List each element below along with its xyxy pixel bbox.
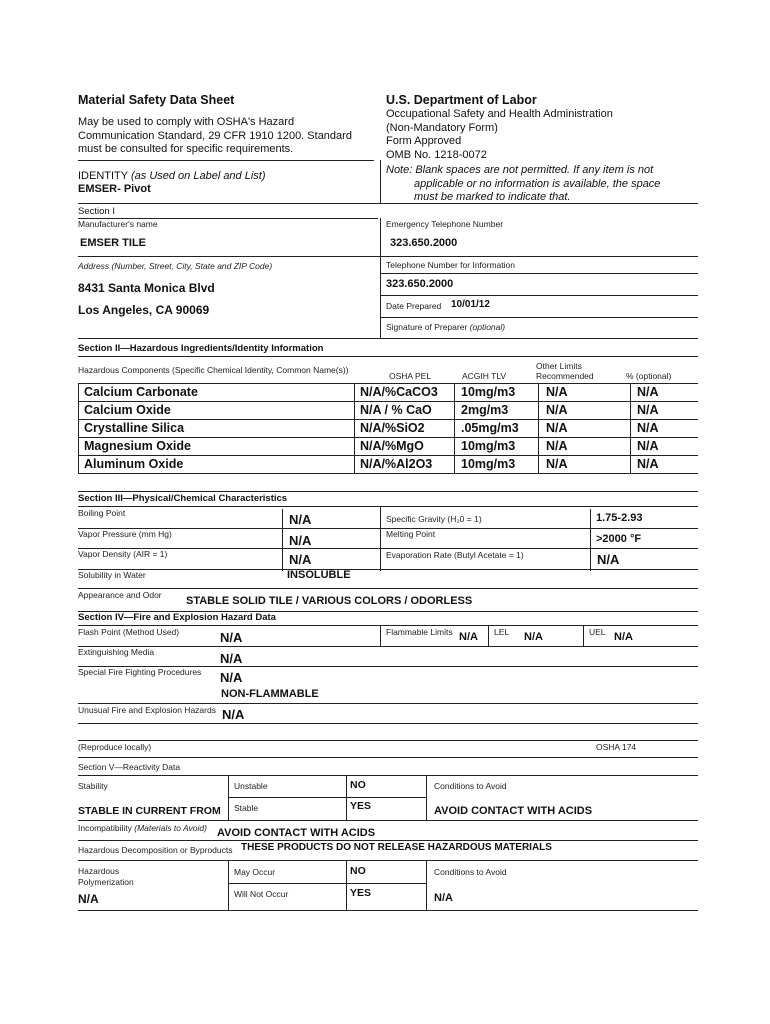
info-phone-value[interactable]: 323.650.2000 — [386, 278, 454, 290]
form-description — [78, 116, 352, 157]
info-phone-label: Telephone Number for Information — [386, 260, 515, 270]
col-recommended: Recommended — [536, 371, 594, 381]
ingredient-acgih[interactable]: 2mg/m3 — [461, 403, 509, 417]
section-3-title: Section III—Physical/Chemical Characteristics — [78, 493, 288, 504]
specific-gravity-value[interactable]: 1.75-2.93 — [596, 512, 643, 524]
appearance-label: Appearance and Odor — [78, 590, 162, 600]
ingredient-other[interactable]: N/A — [546, 439, 568, 453]
desc-line: must be consulted for specific requirements. — [78, 143, 294, 155]
vapor-density-value[interactable]: N/A — [289, 552, 312, 567]
flash-point-label: Flash Point (Method Used) — [78, 627, 180, 637]
desc-line: Communication Standard, 29 CFR 1910 1200. Standard — [78, 129, 352, 142]
identity-label-text: IDENTITY — [78, 170, 128, 182]
agency-line: Form Approved — [386, 135, 462, 147]
conditions-to-avoid-value[interactable]: AVOID CONTACT WITH ACIDS — [434, 805, 593, 817]
ingredient-name[interactable]: Calcium Carbonate — [84, 385, 198, 399]
ingredient-osha[interactable]: N/A/%MgO — [360, 439, 424, 453]
polymerization-label — [78, 866, 134, 888]
melting-point-label: Melting Point — [386, 529, 436, 539]
agency-line: OMB No. 1218-0072 — [386, 148, 487, 161]
polymerization-label-line: Hazardous — [78, 866, 120, 876]
manufacturer-label: Manufacturer's name — [78, 219, 158, 229]
address-line-2[interactable]: Los Angeles, CA 90069 — [78, 303, 210, 317]
will-not-occur-label: Will Not Occur — [234, 889, 289, 899]
date-prepared-value[interactable]: 10/01/12 — [451, 299, 490, 310]
ingredient-other[interactable]: N/A — [546, 421, 568, 435]
components-label: Hazardous Components (Specific Chemical Identity, Common Name(s)) — [78, 365, 349, 375]
vapor-pressure-label: Vapor Pressure (mm Hg) — [78, 529, 172, 539]
ingredient-pct[interactable]: N/A — [637, 403, 659, 417]
incompatibility-hint: (Materials to Avoid) — [134, 823, 207, 833]
address-label: Address (Number, Street, City, State and ZIP Code) — [78, 261, 273, 271]
section-1-title: Section I — [78, 206, 115, 217]
extinguishing-media-value[interactable]: N/A — [220, 651, 243, 666]
stability-label: Stability — [78, 781, 108, 791]
special-procedures-label: Special Fire Fighting Procedures — [78, 667, 202, 677]
form-number: OSHA 174 — [596, 742, 637, 752]
will-not-occur-value[interactable]: YES — [350, 887, 372, 899]
identity-hint: (as Used on Label and List) — [130, 170, 266, 182]
ingredient-pct[interactable]: N/A — [637, 421, 659, 435]
ingredient-pct[interactable]: N/A — [637, 385, 659, 399]
form-title: Material Safety Data Sheet — [78, 93, 235, 107]
stability-value[interactable]: STABLE IN CURRENT FROM — [78, 805, 221, 817]
ingredient-acgih[interactable]: 10mg/m3 — [461, 457, 516, 471]
agency-line: (Non-Mandatory Form) — [386, 121, 498, 134]
extinguishing-media-label: Extinguishing Media — [78, 647, 155, 657]
col-osha-pel: OSHA PEL — [389, 371, 432, 381]
incompatibility-label — [78, 823, 207, 833]
identity-value[interactable]: EMSER- Pivot — [78, 183, 151, 195]
emergency-phone-label: Emergency Telephone Number — [386, 219, 504, 229]
decomposition-value[interactable]: THESE PRODUCTS DO NOT RELEASE HAZARDOUS MATERIALS — [241, 842, 552, 853]
ingredient-name[interactable]: Crystalline Silica — [84, 421, 185, 435]
emergency-phone-value[interactable]: 323.650.2000 — [390, 237, 458, 249]
decomposition-label: Hazardous Decomposition or Byproducts — [78, 845, 233, 855]
ingredient-name[interactable]: Magnesium Oxide — [84, 439, 191, 453]
manufacturer-value[interactable]: EMSER TILE — [80, 237, 147, 249]
lel-value[interactable]: N/A — [524, 631, 543, 643]
boiling-point-value[interactable]: N/A — [289, 512, 312, 527]
note-line: must be marked to indicate that. — [414, 191, 571, 203]
agency-line: Occupational Safety and Health Administration — [386, 108, 613, 120]
vapor-pressure-value[interactable]: N/A — [289, 533, 312, 548]
melting-point-value[interactable]: >2000 °F — [596, 533, 642, 545]
section-5-title: Section V—Reactivity Data — [78, 762, 181, 772]
uel-label: UEL — [589, 627, 606, 637]
ingredient-name[interactable]: Calcium Oxide — [84, 403, 171, 417]
ingredient-other[interactable]: N/A — [546, 403, 568, 417]
desc-line: May be used to comply with OSHA's Hazard — [78, 116, 295, 128]
col-other-limits: Other Limits — [536, 361, 582, 371]
unusual-hazards-label: Unusual Fire and Explosion Hazards — [78, 705, 216, 715]
col-percent: % (optional) — [626, 371, 672, 381]
unusual-hazards-value[interactable]: N/A — [222, 707, 245, 722]
ingredient-acgih[interactable]: 10mg/m3 — [461, 439, 516, 453]
incompatibility-value[interactable]: AVOID CONTACT WITH ACIDS — [217, 827, 376, 839]
ingredient-osha[interactable]: N/A/%SiO2 — [360, 421, 425, 435]
signature-label — [386, 322, 505, 332]
vapor-density-label: Vapor Density (AIR = 1) — [78, 549, 168, 559]
ingredient-osha[interactable]: N/A/%CaCO3 — [360, 385, 438, 399]
ingredient-osha[interactable]: N/A / % CaO — [360, 403, 432, 417]
evaporation-rate-label: Evaporation Rate (Butyl Acetate = 1) — [386, 550, 524, 560]
uel-value[interactable]: N/A — [614, 631, 633, 643]
stable-label: Stable — [234, 803, 259, 813]
signature-label-text: Signature of Preparer — [386, 322, 468, 332]
incompatibility-label-text: Incompatibility — [78, 823, 132, 833]
poly-conditions-label: Conditions to Avoid — [434, 867, 507, 877]
note-line: applicable or no information is available, the space — [414, 177, 661, 190]
lel-label: LEL — [494, 627, 510, 637]
specific-gravity-label: Specific Gravity (H₂0 = 1) — [386, 514, 482, 524]
polymerization-label-line: Polymerization — [78, 877, 134, 887]
may-occur-value[interactable]: NO — [350, 865, 366, 877]
evaporation-rate-value[interactable]: N/A — [597, 552, 620, 567]
appearance-value[interactable]: STABLE SOLID TILE / VARIOUS COLORS / ODORLESS — [186, 595, 473, 607]
special-procedures-value[interactable]: N/A — [220, 670, 243, 685]
flammable-limits-label: Flammable Limits — [386, 627, 453, 637]
ingredient-pct[interactable]: N/A — [637, 457, 659, 471]
col-acgih-tlv: ACGIH TLV — [462, 371, 507, 381]
special-procedures-note[interactable]: NON-FLAMMABLE — [221, 688, 319, 700]
unstable-value[interactable]: NO — [350, 779, 366, 791]
ingredient-acgih[interactable]: .05mg/m3 — [461, 421, 519, 435]
unstable-label: Unstable — [234, 781, 268, 791]
ingredient-other[interactable]: N/A — [546, 457, 568, 471]
identity-label — [78, 170, 266, 184]
ingredient-acgih[interactable]: 10mg/m3 — [461, 385, 516, 399]
ingredient-name[interactable]: Aluminum Oxide — [84, 457, 184, 471]
signature-hint: (optional) — [469, 322, 506, 332]
blank-space-note — [386, 164, 660, 205]
ingredient-other[interactable]: N/A — [546, 385, 568, 399]
note-line: Note: Blank spaces are not permitted. If any item is not — [386, 164, 654, 176]
ingredient-pct[interactable]: N/A — [637, 439, 659, 453]
solubility-value[interactable]: INSOLUBLE — [287, 569, 351, 581]
date-prepared-label: Date Prepared — [386, 301, 442, 311]
may-occur-label: May Occur — [234, 867, 276, 877]
solubility-label: Solubility in Water — [78, 570, 146, 580]
conditions-to-avoid-label: Conditions to Avoid — [434, 781, 507, 791]
stable-value[interactable]: YES — [350, 800, 372, 812]
section-2-title: Section II—Hazardous Ingredients/Identity Information — [78, 343, 324, 354]
ingredient-osha[interactable]: N/A/%Al2O3 — [360, 457, 433, 471]
polymerization-value[interactable]: N/A — [78, 892, 99, 906]
agency-details — [386, 108, 613, 162]
flash-point-value[interactable]: N/A — [220, 630, 243, 645]
flammable-limits-value[interactable]: N/A — [459, 631, 478, 643]
address-line-1[interactable]: 8431 Santa Monica Blvd — [78, 281, 215, 295]
poly-conditions-value[interactable]: N/A — [434, 892, 453, 904]
boiling-point-label: Boiling Point — [78, 508, 126, 518]
agency-title: U.S. Department of Labor — [386, 93, 537, 107]
section-4-title: Section IV—Fire and Explosion Hazard Data — [78, 612, 276, 623]
reproduce-note: (Reproduce locally) — [78, 742, 152, 752]
